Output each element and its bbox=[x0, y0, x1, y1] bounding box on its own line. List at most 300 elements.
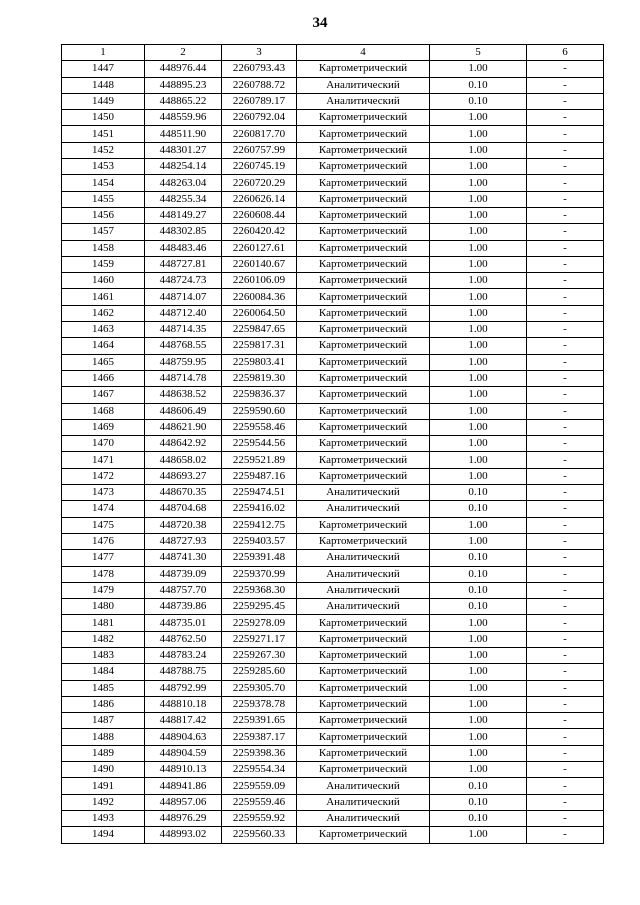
table-row bbox=[62, 468, 604, 484]
table-cell: 1.00 bbox=[430, 745, 527, 761]
table-cell: 2259559.46 bbox=[222, 794, 297, 810]
table-cell: 2260817.70 bbox=[222, 126, 297, 142]
table-cell: Картометрический bbox=[297, 289, 430, 305]
table-cell: 448714.35 bbox=[145, 322, 222, 338]
table-cell: 2259305.70 bbox=[222, 680, 297, 696]
table-row bbox=[62, 224, 604, 240]
table-cell: 1461 bbox=[62, 289, 145, 305]
table-cell: Картометрический bbox=[297, 354, 430, 370]
table-row bbox=[62, 110, 604, 126]
table-cell: 1490 bbox=[62, 762, 145, 778]
table-cell: 1492 bbox=[62, 794, 145, 810]
table-cell: 1457 bbox=[62, 224, 145, 240]
table-row bbox=[62, 207, 604, 223]
table-cell: 1.00 bbox=[430, 647, 527, 663]
table-cell: 1475 bbox=[62, 517, 145, 533]
table-row bbox=[62, 289, 604, 305]
table-cell: - bbox=[527, 338, 604, 354]
table-cell: 1482 bbox=[62, 631, 145, 647]
table-row bbox=[62, 191, 604, 207]
table-cell: 2259416.02 bbox=[222, 501, 297, 517]
table-cell: 1454 bbox=[62, 175, 145, 191]
table-cell: 448941.86 bbox=[145, 778, 222, 794]
table-cell: 448739.86 bbox=[145, 599, 222, 615]
table-cell: 0.10 bbox=[430, 485, 527, 501]
table-cell: Аналитический bbox=[297, 599, 430, 615]
table-row bbox=[62, 533, 604, 549]
table-cell: 2259370.99 bbox=[222, 566, 297, 582]
table-cell: Аналитический bbox=[297, 93, 430, 109]
table-cell: 2259558.46 bbox=[222, 419, 297, 435]
table-cell: 1.00 bbox=[430, 419, 527, 435]
table-cell: 2259474.51 bbox=[222, 485, 297, 501]
column-header: 4 bbox=[297, 45, 430, 61]
table-cell: 2259559.09 bbox=[222, 778, 297, 794]
table-cell: 2259403.57 bbox=[222, 533, 297, 549]
table-row bbox=[62, 729, 604, 745]
table-cell: 1458 bbox=[62, 240, 145, 256]
table-cell: 1486 bbox=[62, 696, 145, 712]
table-cell: 1.00 bbox=[430, 696, 527, 712]
table-row bbox=[62, 93, 604, 109]
table-cell: - bbox=[527, 745, 604, 761]
table-cell: 2260720.29 bbox=[222, 175, 297, 191]
table-cell: - bbox=[527, 207, 604, 223]
table-cell: 1477 bbox=[62, 550, 145, 566]
table-cell: Картометрический bbox=[297, 207, 430, 223]
table-cell: 1465 bbox=[62, 354, 145, 370]
table-row bbox=[62, 794, 604, 810]
table-cell: 1.00 bbox=[430, 533, 527, 549]
table-cell: - bbox=[527, 159, 604, 175]
table-cell: 1.00 bbox=[430, 452, 527, 468]
table-cell: - bbox=[527, 566, 604, 582]
table-cell: Картометрический bbox=[297, 142, 430, 158]
table-cell: - bbox=[527, 403, 604, 419]
table-cell: 1.00 bbox=[430, 468, 527, 484]
table-cell: Аналитический bbox=[297, 550, 430, 566]
table-cell: Аналитический bbox=[297, 778, 430, 794]
table-cell: 2259803.41 bbox=[222, 354, 297, 370]
table-cell: 1480 bbox=[62, 599, 145, 615]
table-cell: 448714.07 bbox=[145, 289, 222, 305]
table-cell: 2259391.48 bbox=[222, 550, 297, 566]
table-cell: 448976.29 bbox=[145, 810, 222, 826]
coordinates-table bbox=[61, 44, 604, 844]
table-cell: - bbox=[527, 778, 604, 794]
table-row bbox=[62, 256, 604, 272]
table-row bbox=[62, 778, 604, 794]
table-cell: 2259590.60 bbox=[222, 403, 297, 419]
table-row bbox=[62, 647, 604, 663]
table-cell: 448810.18 bbox=[145, 696, 222, 712]
table-cell: 448263.04 bbox=[145, 175, 222, 191]
table-cell: 2260140.67 bbox=[222, 256, 297, 272]
table-cell: - bbox=[527, 485, 604, 501]
table-cell: Картометрический bbox=[297, 745, 430, 761]
table-cell: 2260789.17 bbox=[222, 93, 297, 109]
table-cell: Картометрический bbox=[297, 191, 430, 207]
table-row bbox=[62, 126, 604, 142]
table-cell: 1.00 bbox=[430, 615, 527, 631]
table-header-row bbox=[62, 45, 604, 61]
table-cell: Картометрический bbox=[297, 370, 430, 386]
table-cell: 1487 bbox=[62, 713, 145, 729]
table-cell: 1452 bbox=[62, 142, 145, 158]
table-row bbox=[62, 273, 604, 289]
table-cell: Картометрический bbox=[297, 713, 430, 729]
table-row bbox=[62, 517, 604, 533]
table-cell: 1488 bbox=[62, 729, 145, 745]
table-cell: Картометрический bbox=[297, 387, 430, 403]
table-cell: - bbox=[527, 175, 604, 191]
table-cell: 0.10 bbox=[430, 599, 527, 615]
table-cell: 2259368.30 bbox=[222, 582, 297, 598]
table-cell: 0.10 bbox=[430, 93, 527, 109]
table-cell: Картометрический bbox=[297, 615, 430, 631]
table-cell: 2260084.36 bbox=[222, 289, 297, 305]
table-cell: 448712.40 bbox=[145, 305, 222, 321]
column-header: 6 bbox=[527, 45, 604, 61]
table-cell: 2260608.44 bbox=[222, 207, 297, 223]
table-cell: 1473 bbox=[62, 485, 145, 501]
column-header: 5 bbox=[430, 45, 527, 61]
table-cell: 2259847.65 bbox=[222, 322, 297, 338]
table-cell: 448904.63 bbox=[145, 729, 222, 745]
table-cell: 0.10 bbox=[430, 810, 527, 826]
table-cell: Аналитический bbox=[297, 501, 430, 517]
table-cell: - bbox=[527, 631, 604, 647]
table-row bbox=[62, 599, 604, 615]
table-cell: - bbox=[527, 256, 604, 272]
table-cell: 2259560.33 bbox=[222, 827, 297, 843]
table-cell: - bbox=[527, 680, 604, 696]
table-row bbox=[62, 419, 604, 435]
table-row bbox=[62, 370, 604, 386]
table-cell: 1.00 bbox=[430, 240, 527, 256]
table-cell: - bbox=[527, 550, 604, 566]
table-cell: - bbox=[527, 794, 604, 810]
table-cell: - bbox=[527, 468, 604, 484]
table-cell: 448788.75 bbox=[145, 664, 222, 680]
table-cell: Аналитический bbox=[297, 566, 430, 582]
table-cell: - bbox=[527, 305, 604, 321]
table-row bbox=[62, 631, 604, 647]
table-cell: - bbox=[527, 322, 604, 338]
table-cell: 0.10 bbox=[430, 501, 527, 517]
table-cell: Аналитический bbox=[297, 582, 430, 598]
table-cell: - bbox=[527, 452, 604, 468]
table-cell: 448735.01 bbox=[145, 615, 222, 631]
table-cell: - bbox=[527, 387, 604, 403]
table-row bbox=[62, 762, 604, 778]
table-cell: - bbox=[527, 419, 604, 435]
table-cell: 448714.78 bbox=[145, 370, 222, 386]
table-cell: Картометрический bbox=[297, 436, 430, 452]
table-cell: 448254.14 bbox=[145, 159, 222, 175]
table-cell: - bbox=[527, 517, 604, 533]
table-cell: 1464 bbox=[62, 338, 145, 354]
table-cell: - bbox=[527, 615, 604, 631]
table-cell: 1.00 bbox=[430, 631, 527, 647]
table-cell: 1448 bbox=[62, 77, 145, 93]
table-cell: Картометрический bbox=[297, 647, 430, 663]
table-cell: 1468 bbox=[62, 403, 145, 419]
table-cell: 1456 bbox=[62, 207, 145, 223]
table-cell: 448704.68 bbox=[145, 501, 222, 517]
table-cell: 448976.44 bbox=[145, 61, 222, 77]
table-cell: 2260626.14 bbox=[222, 191, 297, 207]
table-row bbox=[62, 240, 604, 256]
table-cell: - bbox=[527, 729, 604, 745]
table-cell: 1493 bbox=[62, 810, 145, 826]
table-cell: 2259295.45 bbox=[222, 599, 297, 615]
table-cell: - bbox=[527, 713, 604, 729]
table-cell: 1485 bbox=[62, 680, 145, 696]
table-cell: Картометрический bbox=[297, 305, 430, 321]
table-cell: 1463 bbox=[62, 322, 145, 338]
table-cell: - bbox=[527, 599, 604, 615]
table-cell: 448727.81 bbox=[145, 256, 222, 272]
table-cell: - bbox=[527, 762, 604, 778]
table-cell: 2259544.56 bbox=[222, 436, 297, 452]
table-cell: - bbox=[527, 501, 604, 517]
table-cell: Картометрический bbox=[297, 110, 430, 126]
table-cell: 2259819.30 bbox=[222, 370, 297, 386]
table-cell: 448302.85 bbox=[145, 224, 222, 240]
table-cell: 2260745.19 bbox=[222, 159, 297, 175]
table-row bbox=[62, 680, 604, 696]
table-cell: 2259817.31 bbox=[222, 338, 297, 354]
table-cell: 1.00 bbox=[430, 762, 527, 778]
table-cell: 448483.46 bbox=[145, 240, 222, 256]
table-cell: - bbox=[527, 61, 604, 77]
table-row bbox=[62, 175, 604, 191]
table-cell: 448957.06 bbox=[145, 794, 222, 810]
table-cell: Картометрический bbox=[297, 696, 430, 712]
table-cell: - bbox=[527, 273, 604, 289]
table-cell: 448149.27 bbox=[145, 207, 222, 223]
table-cell: Картометрический bbox=[297, 827, 430, 843]
table-cell: 448658.02 bbox=[145, 452, 222, 468]
table-cell: 1.00 bbox=[430, 827, 527, 843]
table-cell: 2259554.34 bbox=[222, 762, 297, 778]
table-cell: 1494 bbox=[62, 827, 145, 843]
table-cell: 448720.38 bbox=[145, 517, 222, 533]
table-cell: 1453 bbox=[62, 159, 145, 175]
table-cell: 1450 bbox=[62, 110, 145, 126]
table-cell: 448724.73 bbox=[145, 273, 222, 289]
table-cell: Картометрический bbox=[297, 631, 430, 647]
table-cell: 1.00 bbox=[430, 517, 527, 533]
table-row bbox=[62, 827, 604, 843]
table-cell: 2259391.65 bbox=[222, 713, 297, 729]
table-cell: 448759.95 bbox=[145, 354, 222, 370]
table-row bbox=[62, 452, 604, 468]
table-row bbox=[62, 745, 604, 761]
table-cell: Картометрический bbox=[297, 517, 430, 533]
table-cell: - bbox=[527, 77, 604, 93]
table-cell: 2260106.09 bbox=[222, 273, 297, 289]
table-row bbox=[62, 582, 604, 598]
table-cell: 2259398.36 bbox=[222, 745, 297, 761]
table-cell: Аналитический bbox=[297, 794, 430, 810]
table-row bbox=[62, 436, 604, 452]
table-row bbox=[62, 77, 604, 93]
table-cell: Картометрический bbox=[297, 240, 430, 256]
table-cell: 448739.09 bbox=[145, 566, 222, 582]
table-cell: - bbox=[527, 191, 604, 207]
column-header: 2 bbox=[145, 45, 222, 61]
table-cell: 1.00 bbox=[430, 436, 527, 452]
table-cell: 448621.90 bbox=[145, 419, 222, 435]
table-cell: Картометрический bbox=[297, 273, 430, 289]
table-cell: 2260757.99 bbox=[222, 142, 297, 158]
table-cell: 448559.96 bbox=[145, 110, 222, 126]
table-cell: Картометрический bbox=[297, 175, 430, 191]
table-cell: Аналитический bbox=[297, 77, 430, 93]
table-cell: Картометрический bbox=[297, 126, 430, 142]
table-cell: 448792.99 bbox=[145, 680, 222, 696]
table-cell: 1.00 bbox=[430, 680, 527, 696]
table-row bbox=[62, 61, 604, 77]
table-cell: - bbox=[527, 647, 604, 663]
table-cell: 2259271.17 bbox=[222, 631, 297, 647]
table-cell: 2259487.16 bbox=[222, 468, 297, 484]
table-cell: Картометрический bbox=[297, 680, 430, 696]
table-cell: 1476 bbox=[62, 533, 145, 549]
table-cell: 0.10 bbox=[430, 794, 527, 810]
table-row bbox=[62, 485, 604, 501]
table-cell: 448865.22 bbox=[145, 93, 222, 109]
table-cell: 1491 bbox=[62, 778, 145, 794]
table-cell: 1.00 bbox=[430, 729, 527, 745]
table-cell: 448762.50 bbox=[145, 631, 222, 647]
table-cell: - bbox=[527, 810, 604, 826]
table-cell: 448606.49 bbox=[145, 403, 222, 419]
table-cell: - bbox=[527, 436, 604, 452]
table-cell: 1474 bbox=[62, 501, 145, 517]
table-cell: 1.00 bbox=[430, 338, 527, 354]
table-cell: 448783.24 bbox=[145, 647, 222, 663]
table-cell: 1451 bbox=[62, 126, 145, 142]
table-cell: 1.00 bbox=[430, 322, 527, 338]
table-cell: 1483 bbox=[62, 647, 145, 663]
table-cell: - bbox=[527, 93, 604, 109]
table-cell: 448910.13 bbox=[145, 762, 222, 778]
table-cell: 1.00 bbox=[430, 256, 527, 272]
table-cell: 448895.23 bbox=[145, 77, 222, 93]
table-cell: 2259836.37 bbox=[222, 387, 297, 403]
table-cell: - bbox=[527, 533, 604, 549]
table-cell: 1449 bbox=[62, 93, 145, 109]
table-cell: - bbox=[527, 370, 604, 386]
table-row bbox=[62, 322, 604, 338]
table-cell: 448670.35 bbox=[145, 485, 222, 501]
table-cell: 1469 bbox=[62, 419, 145, 435]
table-cell: Картометрический bbox=[297, 159, 430, 175]
table-cell: Картометрический bbox=[297, 452, 430, 468]
table-cell: Картометрический bbox=[297, 224, 430, 240]
table-row bbox=[62, 403, 604, 419]
table-cell: 1.00 bbox=[430, 273, 527, 289]
table-cell: - bbox=[527, 142, 604, 158]
table-cell: 2259559.92 bbox=[222, 810, 297, 826]
table-cell: 1.00 bbox=[430, 224, 527, 240]
table-cell: Картометрический bbox=[297, 664, 430, 680]
table-cell: 2259412.75 bbox=[222, 517, 297, 533]
table-cell: Аналитический bbox=[297, 485, 430, 501]
table-row bbox=[62, 354, 604, 370]
table-cell: - bbox=[527, 126, 604, 142]
table-cell: 1467 bbox=[62, 387, 145, 403]
table-cell: - bbox=[527, 354, 604, 370]
table-cell: - bbox=[527, 664, 604, 680]
table-cell: 0.10 bbox=[430, 77, 527, 93]
table-cell: 1.00 bbox=[430, 305, 527, 321]
table-cell: 1462 bbox=[62, 305, 145, 321]
table-cell: 448768.55 bbox=[145, 338, 222, 354]
table-cell: 448693.27 bbox=[145, 468, 222, 484]
table-cell: 1466 bbox=[62, 370, 145, 386]
table-cell: 0.10 bbox=[430, 550, 527, 566]
table-cell: 2259267.30 bbox=[222, 647, 297, 663]
table-cell: 448511.90 bbox=[145, 126, 222, 142]
table-row bbox=[62, 142, 604, 158]
table-row bbox=[62, 305, 604, 321]
table-cell: 1.00 bbox=[430, 61, 527, 77]
table-cell: Картометрический bbox=[297, 322, 430, 338]
table-cell: 1.00 bbox=[430, 713, 527, 729]
table-cell: Картометрический bbox=[297, 338, 430, 354]
table-row bbox=[62, 550, 604, 566]
table-cell: 1459 bbox=[62, 256, 145, 272]
table-cell: 0.10 bbox=[430, 582, 527, 598]
table-cell: 448727.93 bbox=[145, 533, 222, 549]
table-cell: 448817.42 bbox=[145, 713, 222, 729]
table-row bbox=[62, 387, 604, 403]
table-cell: 1460 bbox=[62, 273, 145, 289]
table-row bbox=[62, 566, 604, 582]
table-cell: 448642.92 bbox=[145, 436, 222, 452]
table-cell: 1.00 bbox=[430, 126, 527, 142]
table-cell: 1.00 bbox=[430, 110, 527, 126]
table-cell: 2260420.42 bbox=[222, 224, 297, 240]
table-cell: Картометрический bbox=[297, 533, 430, 549]
table-cell: 1447 bbox=[62, 61, 145, 77]
table-row bbox=[62, 159, 604, 175]
column-header: 3 bbox=[222, 45, 297, 61]
table-cell: Картометрический bbox=[297, 468, 430, 484]
table-cell: - bbox=[527, 110, 604, 126]
table-cell: 0.10 bbox=[430, 778, 527, 794]
table-cell: 1489 bbox=[62, 745, 145, 761]
column-header: 1 bbox=[62, 45, 145, 61]
table-cell: 1.00 bbox=[430, 354, 527, 370]
table-cell: 1.00 bbox=[430, 664, 527, 680]
page-number: 34 bbox=[312, 15, 328, 31]
table-cell: 448638.52 bbox=[145, 387, 222, 403]
table-cell: - bbox=[527, 240, 604, 256]
table-cell: 2260127.61 bbox=[222, 240, 297, 256]
table-cell: 448993.02 bbox=[145, 827, 222, 843]
table-cell: Аналитический bbox=[297, 810, 430, 826]
table-cell: 1.00 bbox=[430, 159, 527, 175]
table-cell: 448741.30 bbox=[145, 550, 222, 566]
table-cell: 1.00 bbox=[430, 175, 527, 191]
table-cell: Картометрический bbox=[297, 419, 430, 435]
table-cell: Картометрический bbox=[297, 762, 430, 778]
